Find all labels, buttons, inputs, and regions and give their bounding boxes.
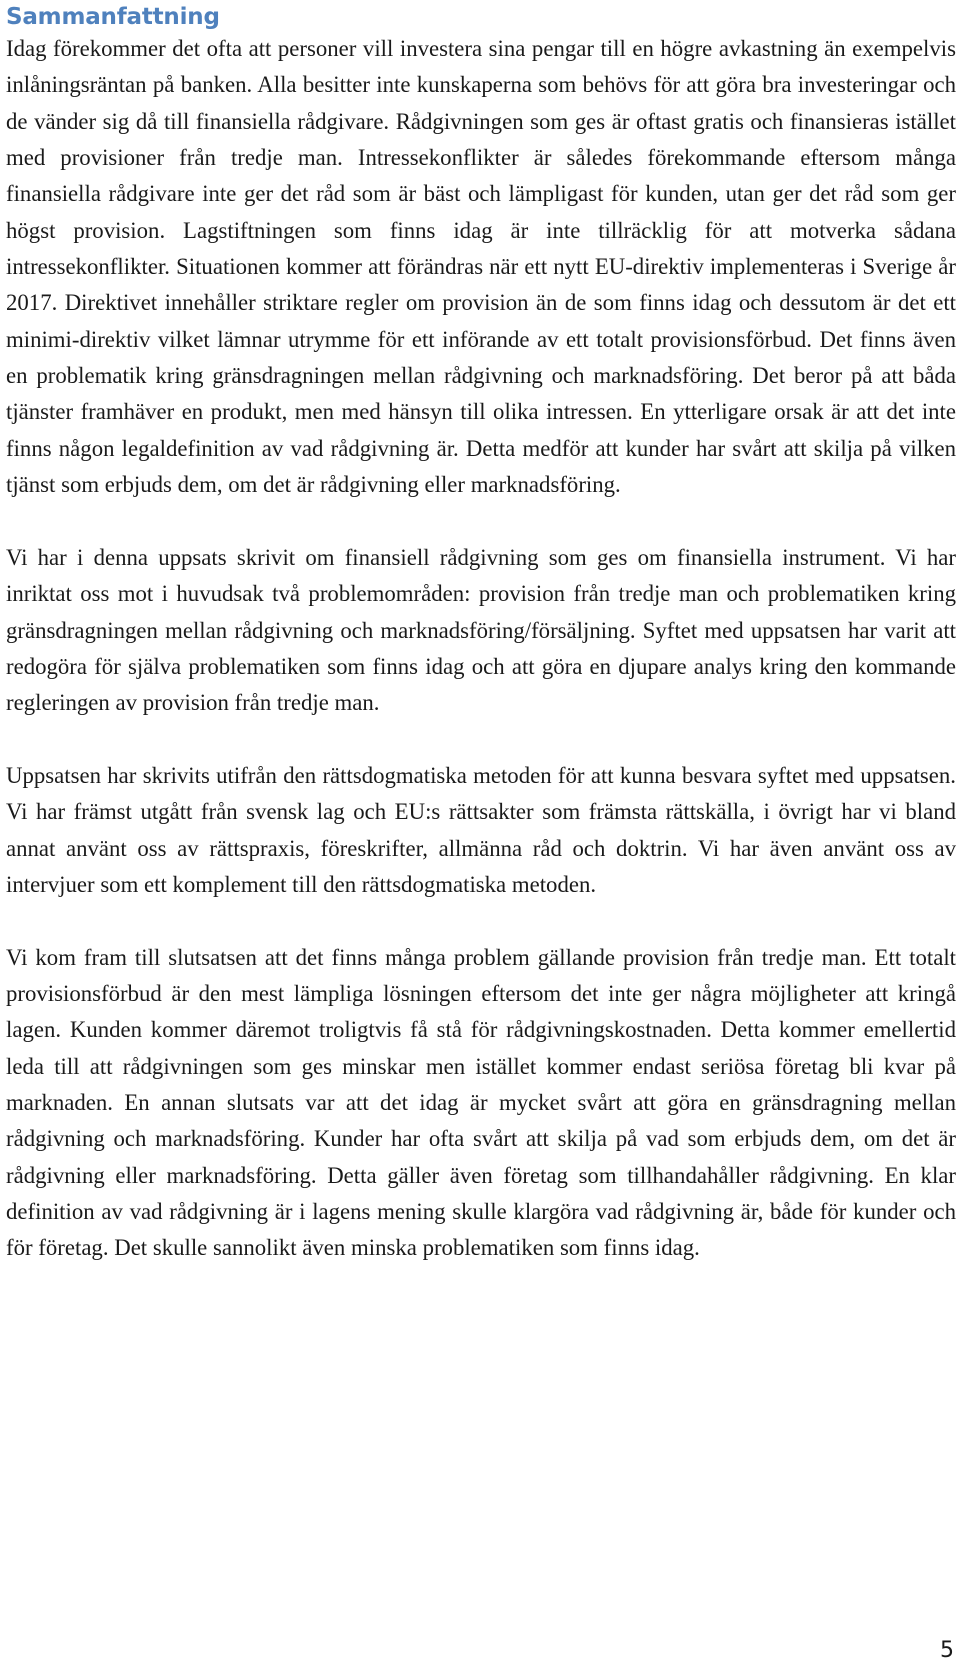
paragraph-2: Vi har i denna uppsats skrivit om finansiell rådgivning som ges om finansiella instrument. Vi har inriktat oss mot i huvudsak två problemområden: provision från tredje man och problematiken kring gränsdragningen mellan rådgivning och marknadsföring/försäljning. Syftet med uppsatsen har varit att redogöra för själva problematiken som finns idag och att göra en djupare analys kring den kommande regleringen av provision från tredje man. [6,544,956,716]
section-heading: Sammanfattning [6,4,220,30]
paragraph-4: Vi kom fram till slutsatsen att det finns många problem gällande provision från tredje man. Ett totalt provisionsförbud är den mest lämpliga lösningen eftersom det inte ger några möjligheter att kringå lagen. Kunden kommer däremot troligtvis få stå för rådgivningskostnaden. Detta kommer emellertid leda till att rådgivningen som ges minskar men istället kommer endast seriösa företag bli kvar på marknaden. En annan slutsats var att det idag är mycket svårt att göra en gränsdragning mellan rådgivning och marknadsföring. Kunder har ofta svårt att skilja på vad som erbjuds dem, om det är rådgivning eller marknadsföring. Detta gäller även företag som tillhandahåller rådgivning. En klar definition av vad rådgivning är i lagens mening skulle klargöra vad rådgivning är, både för kunder och för företag. Det skulle sannolikt även minska problematiken som finns idag. [6,944,956,1261]
summary-body [6,31,956,1267]
paragraph-3: Uppsatsen har skrivits utifrån den rättsdogmatiska metoden för att kunna besvara syftet med uppsatsen. Vi har främst utgått från svensk lag och EU:s rättsakter som främsta rättskälla, i övrigt har vi bland annat använt oss av rättspraxis, föreskrifter, allmänna råd och doktrin. Vi har även använt oss av intervjuer som ett komplement till den rättsdogmatiska metoden. [6,762,956,897]
page-number: 5 [940,1638,954,1663]
paragraph-1: Idag förekommer det ofta att personer vill investera sina pengar till en högre avkastning än exempelvis inlåningsräntan på banken. Alla besitter inte kunskaperna som behövs för att göra bra investeringar och de vänder sig då till finansiella rådgivare. Rådgivningen som ges är oftast gratis och finansieras istället med provisioner från tredje man. Intressekonflikter är således förekommande eftersom många finansiella rådgivare inte ger det råd som är bäst och lämpligast för kunden, utan ger det råd som ger högst provision. Lagstiftningen som finns idag är inte tillräcklig för att motverka sådana intressekonflikter. Situationen kommer att förändras när ett nytt EU-direktiv implementeras i Sverige år 2017. Direktivet innehåller striktare regler om provision än de som finns idag och dessutom är det ett minimi-direktiv vilket lämnar utrymme för ett införande av ett totalt provisionsförbud. Det finns även en problematik kring gränsdragningen mellan rådgivning och marknadsföring. Det beror på att båda tjänster framhäver en produkt, men med hänsyn till olika intressen. En ytterligare orsak är att det inte finns någon legaldefinition av vad rådgivning är. Detta medför att kunder har svårt att skilja på vilken tjänst som erbjuds dem, om det är rådgivning eller marknadsföring. [6,36,956,498]
